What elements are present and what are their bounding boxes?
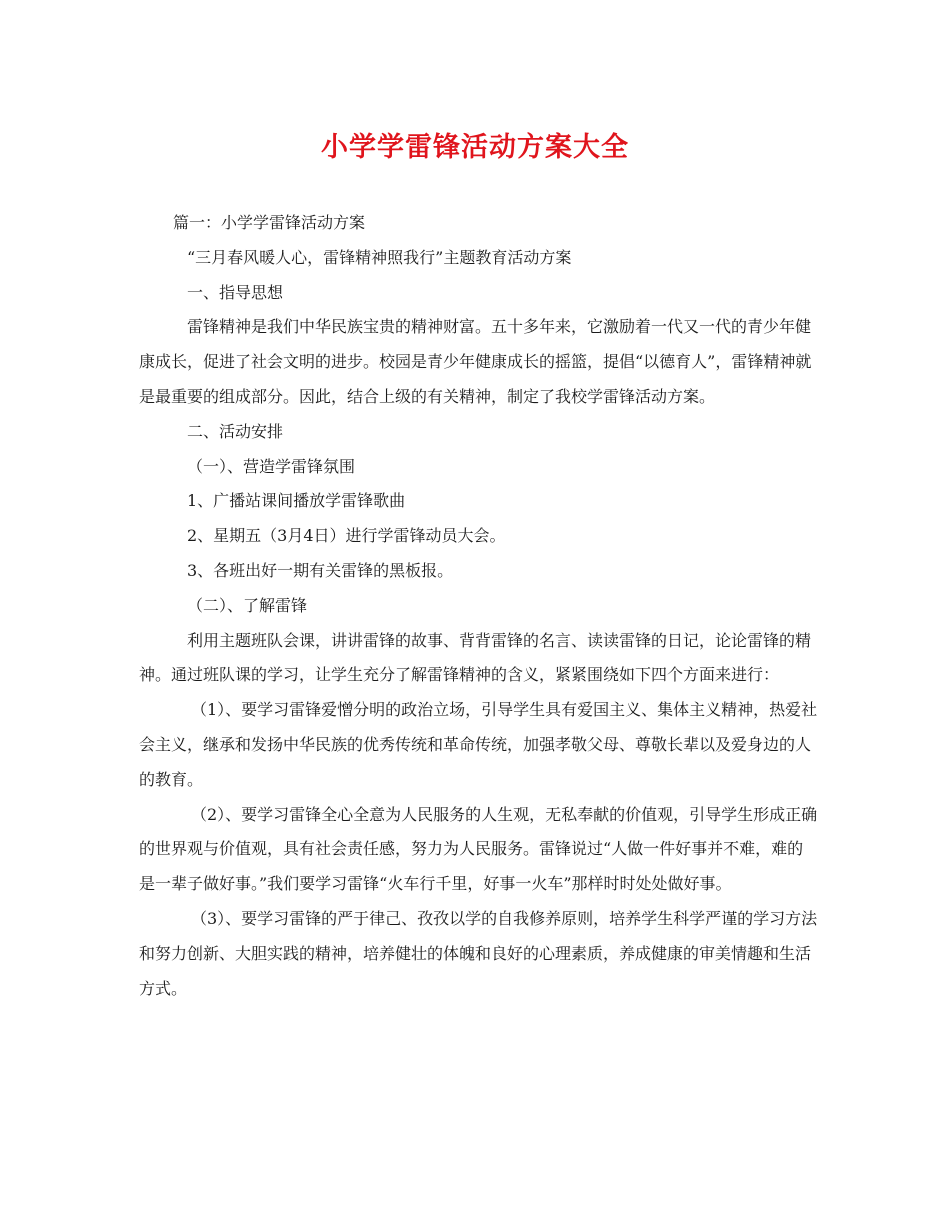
point-1: （1）、要学习雷锋爱憎分明的政治立场，引导学生具有爱国主义、集体主义精神，热爱社会主义，继承和发扬中华民族的优秀传统和革命传统，加强孝敬父母、尊敬长辈以及爱身边的人的教育。 xyxy=(139,700,818,789)
list-item-2: 2、星期五（3月4日）进行学雷锋动员大会。 xyxy=(187,526,506,546)
document-title: 小学学雷锋活动方案大全 xyxy=(321,132,629,163)
point-3: （3）、要学习雷锋的严于律己、孜孜以学的自我修养原则，培养学生科学严谨的学习方法和努力创新、大胆实践的精神，培养健壮的体魄和良好的心理素质，养成健康的审美情趣和生活方式。 xyxy=(139,908,818,998)
point-2: （2）、要学习雷锋全心全意为人民服务的人生观，无私奉献的价值观，引导学生形成正确的世界观与价值观，具有社会责任感，努力为人民服务。雷锋说过“人做一件好事并不难，难的是一辈子做好事。”我们要学习雷锋“火车行千里，好事一火车”那样时时处处做好事。 xyxy=(139,804,818,894)
activity-theme: “三月春风暖人心，雷锋精神照我行”主题教育活动方案 xyxy=(187,247,572,267)
paragraph-understand: 利用主题班队会课，讲讲雷锋的故事、背背雷锋的名言、读读雷锋的日记，论论雷锋的精神。通过班队课的学习，让学生充分了解雷锋精神的含义，紧紧围绕如下四个方面来进行： xyxy=(139,630,812,685)
section-heading-1: 一、指导思想 xyxy=(187,282,284,302)
section-heading-2: 二、活动安排 xyxy=(187,421,284,441)
paragraph-guiding: 雷锋精神是我们中华民族宝贵的精神财富。五十多年来，它激励着一代又一代的青少年健康成长，促进了社会文明的进步。校园是青少年健康成长的摇篮，提倡“以德育人”，雷锋精神就是最重要的组成部分。因此，结合上级的有关精神，制定了我校学雷锋活动方案。 xyxy=(139,317,812,406)
document-body xyxy=(139,206,819,1006)
list-item-3: 3、各班出好一期有关雷锋的黑板报。 xyxy=(187,560,454,580)
subsection-heading-2: （二）、了解雷锋 xyxy=(187,595,308,615)
list-item-1: 1、广播站课间播放学雷锋歌曲 xyxy=(187,491,406,511)
part-heading: 篇一：小学学雷锋活动方案 xyxy=(173,213,366,232)
subsection-heading-1: （一）、营造学雷锋氛围 xyxy=(187,456,356,476)
